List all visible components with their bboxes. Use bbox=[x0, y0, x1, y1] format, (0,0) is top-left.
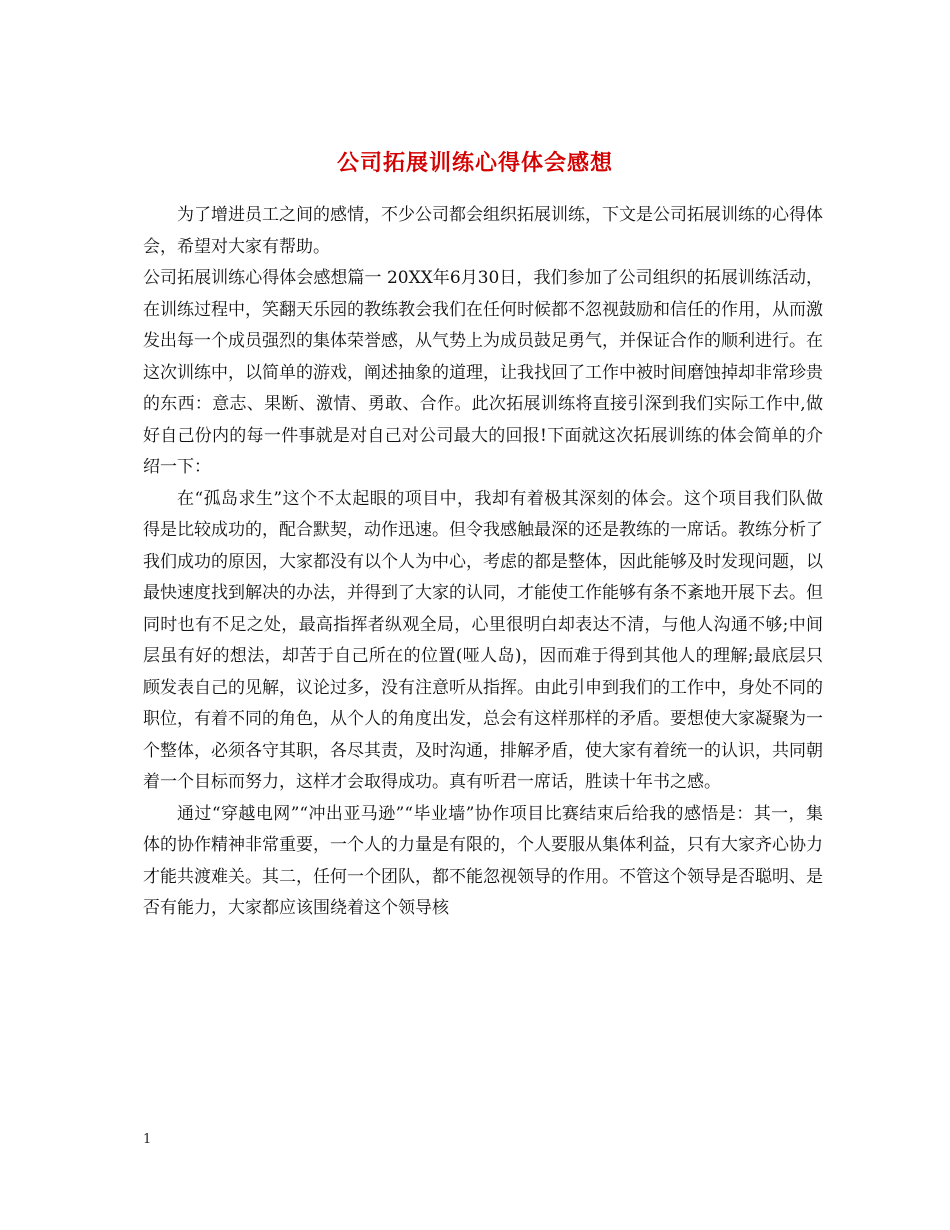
section-paragraph bbox=[143, 263, 823, 484]
document-body bbox=[143, 200, 823, 925]
section-heading: 公司拓展训练心得体会感想篇一 bbox=[143, 268, 382, 288]
body-paragraph: 通过“穿越电网”“冲出亚马逊”“毕业墙”协作项目比赛结束后给我的感悟是：其一，集体的协作精神非常重要，一个人的力量是有限的，个人要服从集体利益，只有大家齐心协力才能共渡难关。其二，任何一个团队，都不能忽视领导的作用。不管这个领导是否聪明、是否有能力，大家都应该围绕着这个领导核 bbox=[143, 803, 823, 918]
document-title: 公司拓展训练心得体会感想 bbox=[336, 149, 613, 176]
body-paragraph: 在“孤岛求生”这个不太起眼的项目中，我却有着极其深刻的体会。这个项目我们队做得是比较成功的，配合默契，动作迅速。但令我感触最深的还是教练的一席话。教练分析了我们成功的原因，大家都没有以个人为中心，考虑的都是整体，因此能够及时发现问题，以最快速度找到解决的办法，并得到了大家的认同，才能使工作能够有条不紊地开展下去。但同时也有不足之处，最高指挥者纵观全局，心里很明白却表达不清，与他人沟通不够;中间层虽有好的想法，却苦于自己所在的位置(哑人岛)，因而难于得到其他人的理解;最底层只顾发表自己的见解，议论过多，没有注意听从指挥。由此引申到我们的工作中，身处不同的职位，有着不同的角色，从个人的角度出发，总会有这样那样的矛盾。要想使大家凝聚为一个整体，必须各守其职，各尽其责，及时沟通，排解矛盾，使大家有着统一的认识，共同朝着一个目标而努力，这样才会取得成功。真有听君一席话，胜读十年书之感。 bbox=[143, 488, 823, 792]
intro-paragraph: 为了增进员工之间的感情，不少公司都会组织拓展训练，下文是公司拓展训练的心得体会，希望对大家有帮助。 bbox=[143, 205, 823, 257]
page-number: 1 bbox=[143, 1132, 152, 1147]
section-text: 20XX年6月30日，我们参加了公司组织的拓展训练活动，在训练过程中，笑翻天乐园的教练教会我们在任何时候都不忽视鼓励和信任的作用，从而激发出每一个成员强烈的集体荣誉感，从气势上为成员鼓足勇气，并保证合作的顺利进行。在这次训练中，以简单的游戏，阐述抽象的道理，让我找回了工作中被时间磨蚀掉却非常珍贵的东西：意志、果断、激情、勇敢、合作。此次拓展训练将直接引深到我们实际工作中,做好自己份内的每一件事就是对自己对公司最大的回报!下面就这次拓展训练的体会简单的介绍一下： bbox=[143, 268, 824, 477]
